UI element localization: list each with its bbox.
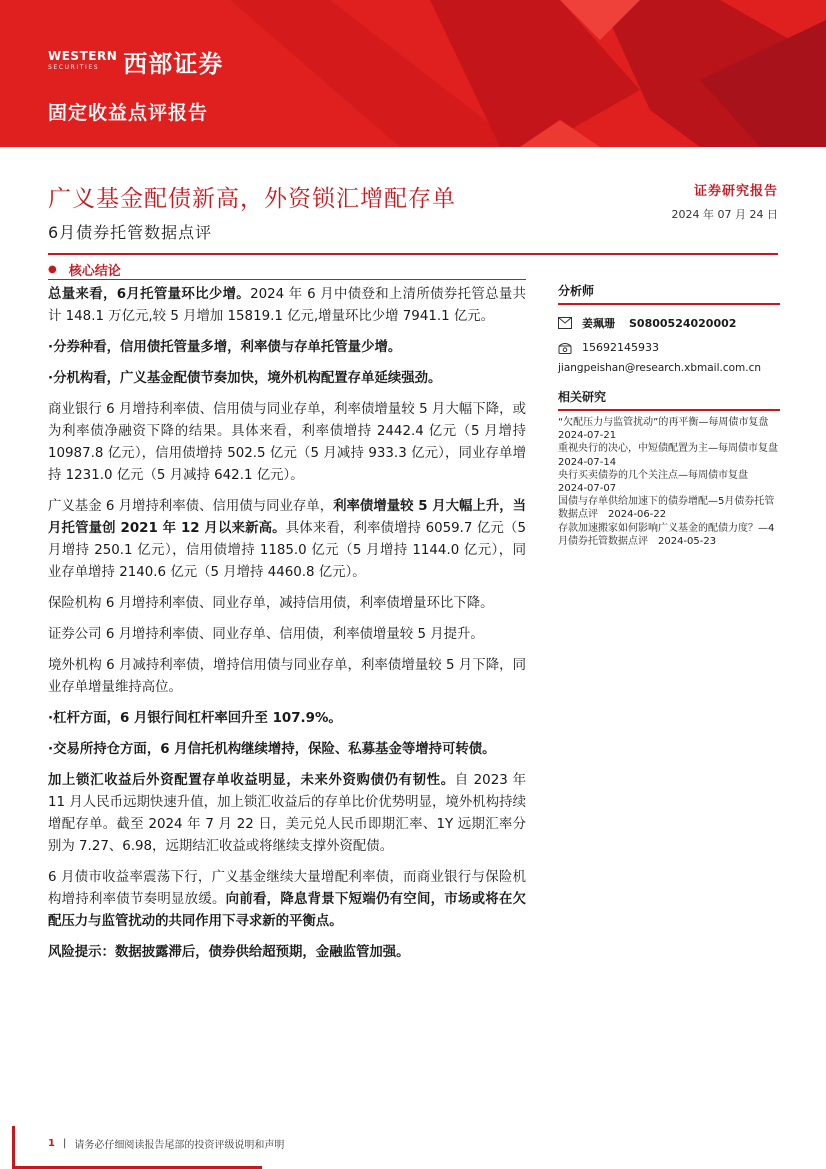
phone-row: [558, 341, 780, 354]
text: 自 2023 年 11 月人民币远期快速升值，加上锁汇收益后的存单比价优势明显，境外机构持续增配存单。截至 2024 年 7 月 22 日，美元兑人民币即期汇率、1Y 远期汇率分别为 7.27、6.98，远期结汇收益或将继续支撑外资配债。: [48, 773, 527, 854]
paragraph: [48, 496, 526, 584]
phone-icon: [558, 342, 572, 354]
bold-text: 总量来看，6月托管量环比少增。: [48, 287, 251, 302]
footer-separator: |: [62, 1138, 67, 1149]
logo-english: [48, 48, 118, 73]
divider: [48, 253, 778, 255]
envelope-icon: [558, 317, 572, 329]
related-item[interactable]: 重视央行的决心，中短债配置为主—每周债市复盘 2024-07-14: [558, 443, 788, 468]
text: 广义基金 6 月增持利率债、信用债与同业存单，: [48, 499, 334, 514]
text: 具体来看，利率债增持 6059.7 亿元（5 月增持 250.1 亿元），信用债增持 1185.0 亿元（5 月增持 1144.0 亿元），同业存单增持 2140.6 亿元（5 月增持 4460.8 亿元）。: [48, 521, 526, 580]
paragraph: 证券公司 6 月增持利率债、同业存单、信用债，利率债增量较 5 月提升。: [48, 627, 484, 642]
analyst-heading: 分析师: [558, 282, 780, 305]
logo-chinese: 西部证券: [123, 50, 224, 78]
related-list: [558, 416, 788, 548]
bold-text: 加上锁汇收益后外资配置存单收益明显，未来外资购债仍有韧性。: [48, 773, 455, 788]
section-divider: [48, 279, 526, 280]
page-subtitle: 6月债券托管数据点评: [48, 223, 213, 242]
risk-note: 风险提示：数据披露滞后，债券供给超预期，金融监管加强。: [48, 945, 410, 960]
phone-number: 15692145933: [582, 341, 659, 354]
footer: [48, 1136, 284, 1151]
text: 6 月债市收益率震荡下行，广义基金继续大量增配利率债，而商业银行与保险机构增持利率债节奏明显放缓。: [48, 870, 526, 907]
report-type: 固定收益点评报告: [48, 102, 209, 124]
bold-text: ·分机构看，广义基金配债节奏加快，境外机构配置存单延续强劲。: [48, 371, 442, 386]
analyst-row: [558, 315, 780, 331]
related-heading: 相关研究: [558, 388, 780, 411]
page-title: 广义基金配债新高，外资锁汇增配存单: [48, 186, 456, 212]
related-item[interactable]: 国债与存单供给加速下的债券增配—5月债券托管数据点评 2024-06-22: [558, 496, 775, 521]
email[interactable]: jiangpeishan@research.xbmail.com.cn: [558, 362, 762, 374]
related-item[interactable]: 央行买卖债券的几个关注点—每周债市复盘 2024-07-07: [558, 469, 748, 495]
logo-en-sub: SECURITIES: [48, 63, 100, 71]
paragraph: [48, 284, 526, 328]
page-number: 1: [48, 1138, 55, 1149]
bold-text: ·杠杆方面，6 月银行间杠杆率回升至 107.9%。: [48, 711, 342, 726]
brand-logo: [48, 44, 223, 79]
text: 2024 年 6 月中债登和上清所债券托管总量共计 148.1 万亿元,较 5 月增加 15819.1 亿元,增量环比少增 7941.1 亿元。: [48, 287, 526, 324]
doc-kind: 证券研究报告: [693, 184, 778, 199]
paragraph: [48, 337, 526, 359]
paragraph: [48, 739, 526, 761]
corner-mark: [12, 1126, 15, 1169]
main-body: [48, 284, 526, 973]
section-title: 核心结论: [68, 264, 121, 279]
footer-disclaimer: 请务必仔细阅读报告尾部的投资评级说明和声明: [74, 1140, 285, 1151]
paragraph: [48, 368, 526, 390]
paragraph: [48, 867, 526, 933]
analyst-name: 姜珮珊: [582, 317, 615, 330]
bold-text: ·分券种看，信用债托管量多增，利率债与存单托管量少增。: [48, 340, 402, 355]
paragraph: [48, 770, 526, 858]
paragraph: 保险机构 6 月增持利率债、同业存单，减持信用债，利率债增量环比下降。: [48, 596, 494, 611]
bold-text: 利率债增量较 5 月大幅上升，当月托管量创 2021 年 12 月以来新高。: [48, 499, 527, 536]
related-item[interactable]: “欠配压力与监管扰动”的再平衡—每周债市复盘 2024-07-21: [558, 417, 779, 442]
logo-en-text: WESTERN: [48, 48, 118, 63]
analyst-cert: S0800524020002: [629, 316, 737, 330]
section-heading: [48, 260, 121, 279]
paragraph: 商业银行 6 月增持利率债、信用债与同业存单，利率债增量较 5 月大幅下降，或为利率债净融资下降的结果。具体来看，利率债增持 2442.4 亿元（5 月增持 10987.8 亿元），信用债增持 502.5 亿元（5 月减持 933.3 亿元），同业存单增持 1231.0 亿元（5 月减持 642.1 亿元）。: [48, 402, 526, 483]
related-item[interactable]: 存款加速搬家如何影响广义基金的配债力度？—4月债券托管数据点评 2024-05-23: [558, 522, 775, 547]
bold-text: 向前看，降息背景下短端仍有空间，市场或将在欠配压力与监管扰动的共同作用下寻求新的平衡点。: [48, 892, 527, 929]
header-banner: [0, 0, 826, 147]
bullet-icon: ●: [48, 264, 57, 275]
report-date: 2024 年 07 月 24 日: [671, 208, 778, 221]
paragraph: [48, 708, 526, 730]
paragraph: 境外机构 6 月减持利率债，增持信用债与同业存单，利率债增量较 5 月下降，同业存单增量维持高位。: [48, 658, 526, 695]
sidebar: [558, 282, 788, 548]
paragraph: [48, 942, 526, 964]
bold-text: ·交易所持仓方面，6 月信托机构继续增持，保险、私募基金等增持可转债。: [48, 742, 496, 757]
